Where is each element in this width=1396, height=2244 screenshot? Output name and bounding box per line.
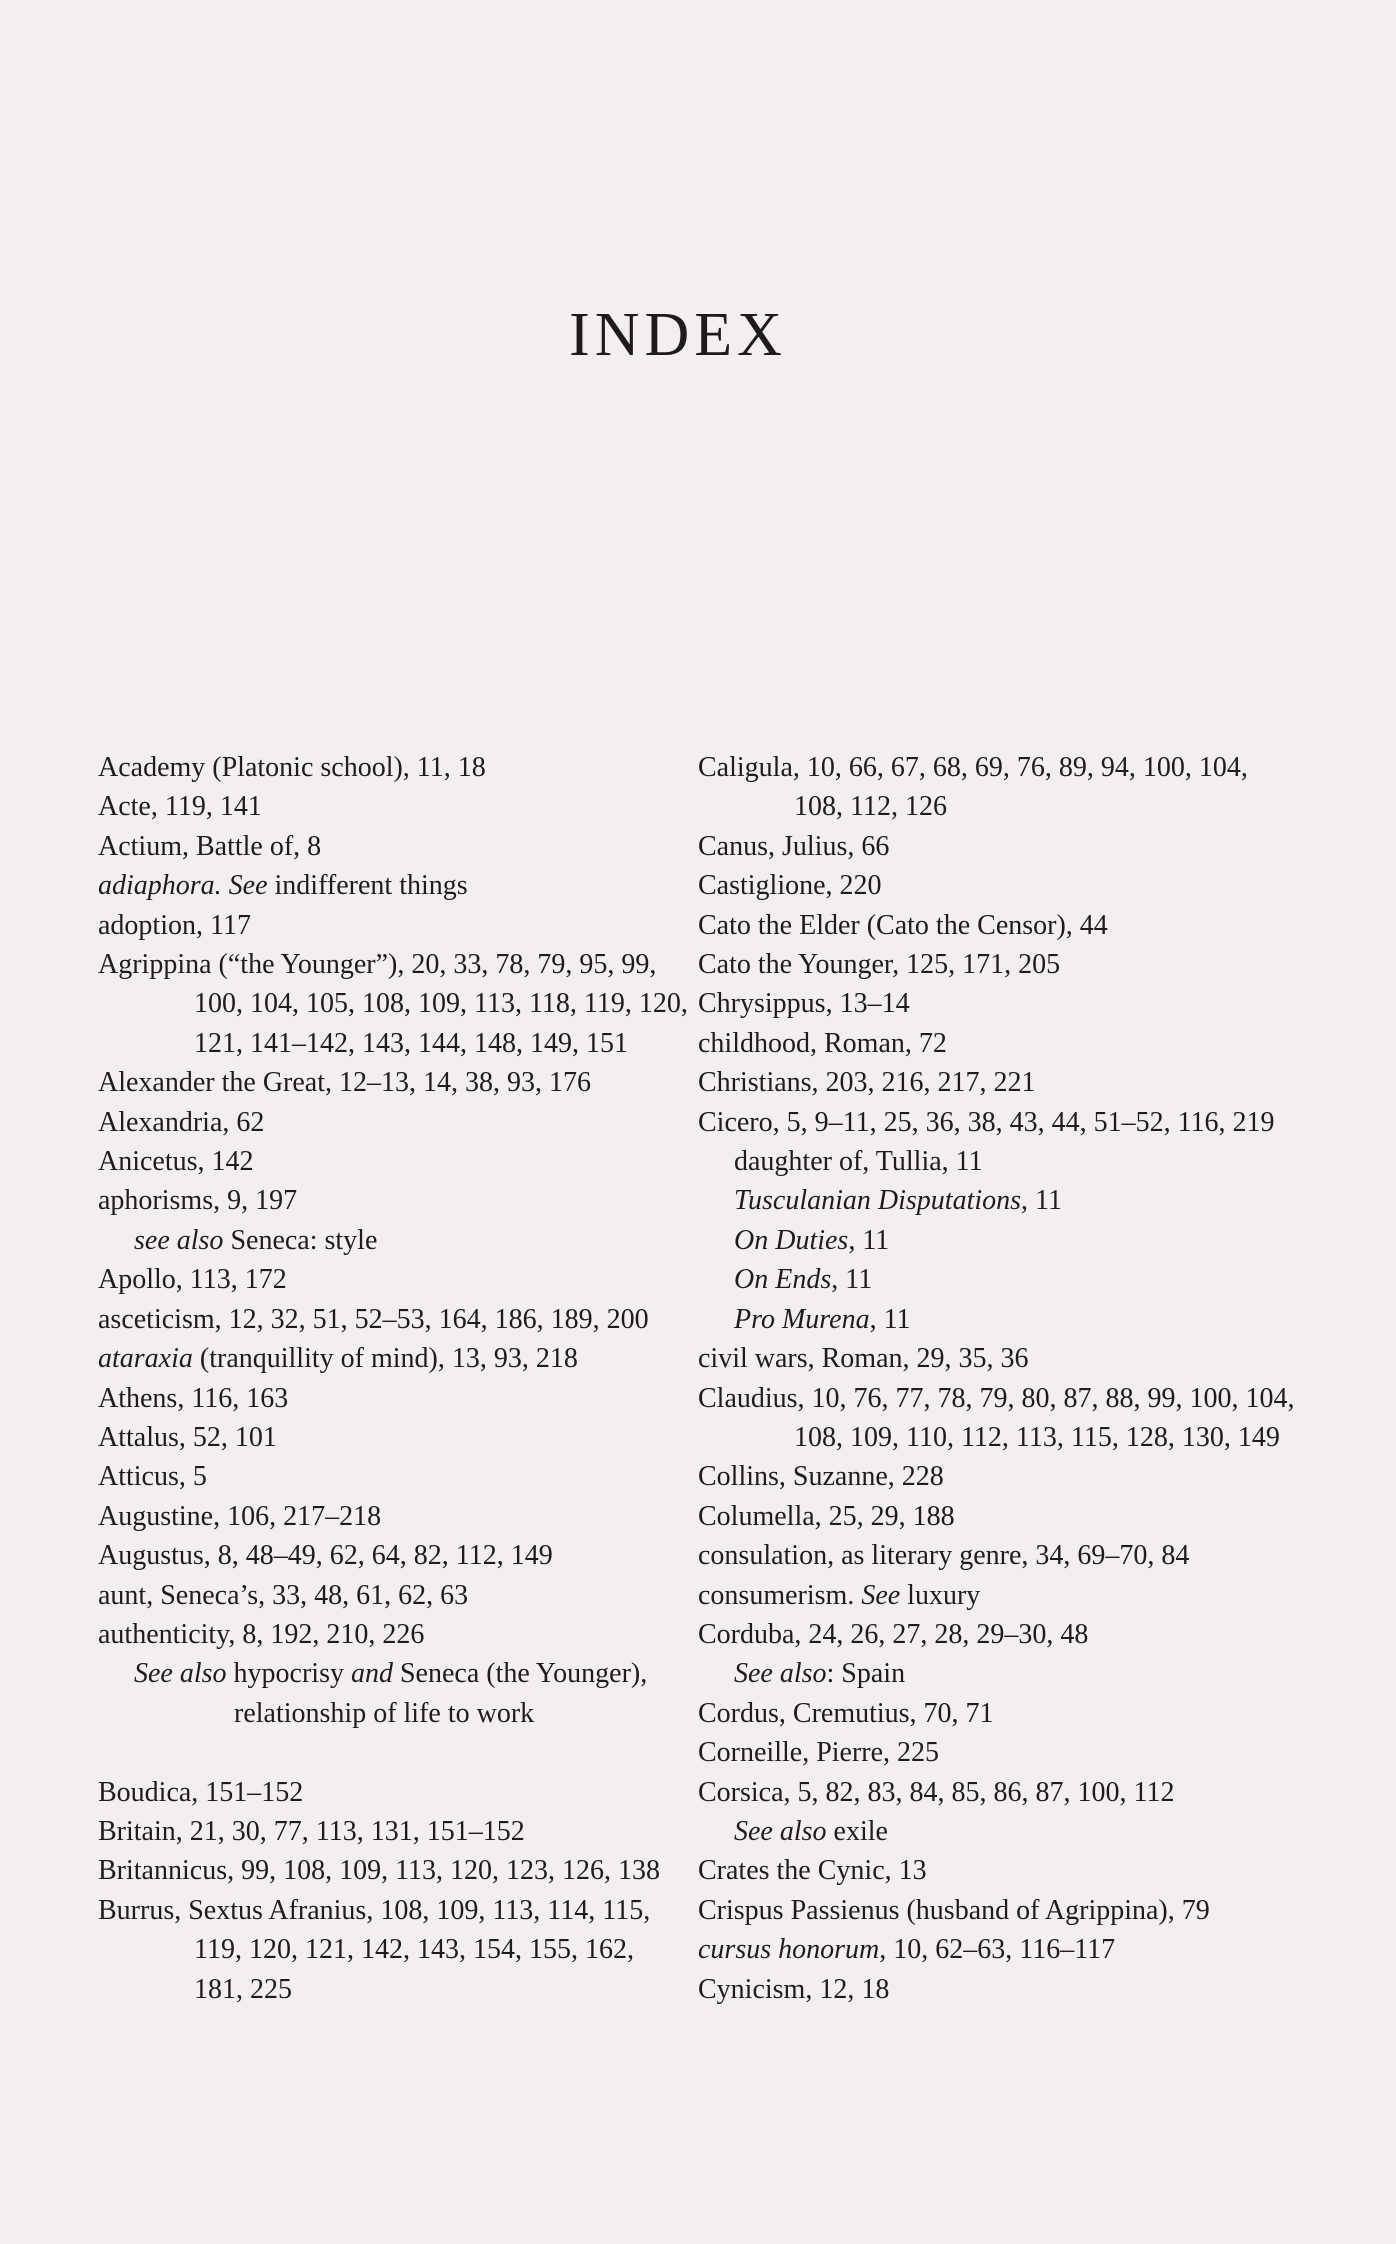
index-entry bbox=[98, 748, 688, 787]
entry-text: Alexander the Great, 12–13, 14, 38, 93, 176 bbox=[98, 1067, 591, 1099]
index-entry bbox=[698, 1694, 1298, 1733]
entry-text: Chrysippus, 13–14 bbox=[698, 988, 910, 1020]
entry-italic-text: and bbox=[350, 1658, 393, 1690]
entry-text: Apollo, 113, 172 bbox=[98, 1264, 287, 1296]
entry-text: Actium, Battle of, 8 bbox=[98, 830, 322, 862]
entry-text: Cordus, Cremutius, 70, 71 bbox=[698, 1697, 994, 1729]
entry-text: asceticism, 12, 32, 51, 52–53, 164, 186, 189, 200 bbox=[98, 1303, 649, 1335]
entry-text: Britannicus, 99, 108, 109, 113, 120, 123, 126, 138 bbox=[98, 1855, 661, 1887]
entry-italic-text: adiaphora. See bbox=[98, 870, 268, 902]
entry-italic-text: See bbox=[861, 1579, 901, 1611]
index-entry bbox=[698, 1891, 1298, 1930]
index-entry bbox=[698, 748, 1298, 827]
index-entry bbox=[98, 1536, 688, 1575]
entry-italic-text: On Ends bbox=[734, 1264, 832, 1296]
index-entry bbox=[98, 1339, 688, 1378]
index-entry bbox=[698, 984, 1298, 1023]
index-column-left bbox=[98, 748, 688, 2009]
entry-text: aunt, Seneca’s, 33, 48, 61, 62, 63 bbox=[98, 1579, 469, 1611]
entry-text: Castiglione, 220 bbox=[698, 870, 882, 902]
index-entry bbox=[98, 1615, 688, 1654]
entry-text: consumerism. bbox=[698, 1579, 862, 1611]
entry-text: Acte, 119, 141 bbox=[98, 791, 262, 823]
index-entry bbox=[698, 1733, 1298, 1772]
entry-text: Caligula, 10, 66, 67, 68, 69, 76, 89, 94, 100, 104, 108, 112, 126 bbox=[698, 752, 1248, 823]
entry-text: Seneca: style bbox=[223, 1224, 378, 1256]
entry-text: , 11 bbox=[1021, 1185, 1063, 1217]
index-entry bbox=[698, 1379, 1298, 1458]
index-entry bbox=[98, 1142, 688, 1181]
index-entry bbox=[698, 827, 1298, 866]
entry-text: civil wars, Roman, 29, 35, 36 bbox=[698, 1343, 1029, 1375]
entry-text: , 11 bbox=[831, 1264, 873, 1296]
entry-text: Cicero, 5, 9–11, 25, 36, 38, 43, 44, 51–52, 116, 219 bbox=[698, 1106, 1275, 1138]
entry-text: , 10, 62–63, 116–117 bbox=[879, 1934, 1116, 1966]
index-column-right bbox=[698, 748, 1298, 2009]
entry-italic-text: See also bbox=[734, 1658, 827, 1690]
index-entry bbox=[698, 1457, 1298, 1496]
entry-text: : Spain bbox=[826, 1658, 906, 1690]
index-entry bbox=[698, 1615, 1298, 1654]
entry-text: Crates the Cynic, 13 bbox=[698, 1855, 927, 1887]
entry-italic-text: On Duties bbox=[734, 1224, 849, 1256]
index-entry bbox=[98, 1103, 688, 1142]
index-entry bbox=[698, 945, 1298, 984]
entry-text: aphorisms, 9, 197 bbox=[98, 1185, 298, 1217]
index-subentry bbox=[98, 1221, 688, 1260]
index-entry bbox=[98, 827, 688, 866]
entry-italic-text: See also bbox=[134, 1658, 227, 1690]
entry-text: Cynicism, 12, 18 bbox=[698, 1973, 890, 2005]
index-entry bbox=[698, 1339, 1298, 1378]
index-subentry bbox=[98, 1654, 688, 1733]
entry-gap bbox=[98, 1733, 688, 1772]
entry-text: Crispus Passienus (husband of Agrippina), 79 bbox=[698, 1894, 1210, 1926]
entry-text: Seneca (the Younger), relationship of life to work bbox=[234, 1658, 648, 1729]
entry-text: authenticity, 8, 192, 210, 226 bbox=[98, 1618, 425, 1650]
index-subentry bbox=[698, 1812, 1298, 1851]
index-entry bbox=[98, 1497, 688, 1536]
entry-text: (tranquillity of mind), 13, 93, 218 bbox=[192, 1343, 578, 1375]
entry-text: Augustine, 106, 217–218 bbox=[98, 1500, 382, 1532]
entry-text: luxury bbox=[900, 1579, 981, 1611]
index-subentry bbox=[698, 1221, 1298, 1260]
index-entry bbox=[698, 906, 1298, 945]
index-entry bbox=[698, 1103, 1298, 1142]
entry-text: Corneille, Pierre, 225 bbox=[698, 1737, 940, 1769]
index-entry bbox=[98, 1379, 688, 1418]
index-subentry bbox=[698, 1260, 1298, 1299]
index-entry bbox=[98, 1576, 688, 1615]
index-entry bbox=[698, 1970, 1298, 2009]
index-entry bbox=[698, 1024, 1298, 1063]
index-entry bbox=[98, 1851, 688, 1890]
index-entry bbox=[98, 1812, 688, 1851]
index-entry bbox=[98, 1773, 688, 1812]
index-entry bbox=[98, 1260, 688, 1299]
index-entry bbox=[98, 1300, 688, 1339]
entry-text: Academy (Platonic school), 11, 18 bbox=[98, 752, 486, 783]
entry-text: daughter of, Tullia, 11 bbox=[734, 1146, 983, 1178]
entry-text: Burrus, Sextus Afranius, 108, 109, 113, 114, 115, 119, 120, 121, 142, 143, 154, 155, 162, 181, 225 bbox=[98, 1894, 651, 2005]
entry-italic-text: ataraxia bbox=[98, 1343, 193, 1375]
index-subentry bbox=[698, 1654, 1298, 1693]
index-entry bbox=[98, 945, 688, 1063]
entry-text: Alexandria, 62 bbox=[98, 1106, 265, 1138]
index-entry bbox=[698, 1063, 1298, 1102]
entry-italic-text: cursus honorum bbox=[698, 1934, 880, 1966]
index-entry bbox=[98, 1891, 688, 2009]
entry-text: , 11 bbox=[869, 1303, 911, 1335]
index-entry bbox=[698, 1773, 1298, 1812]
entry-text: adoption, 117 bbox=[98, 909, 251, 941]
index-entry bbox=[98, 906, 688, 945]
entry-text: Augustus, 8, 48–49, 62, 64, 82, 112, 149 bbox=[98, 1540, 553, 1572]
index-entry bbox=[698, 1576, 1298, 1615]
entry-text: Cato the Younger, 125, 171, 205 bbox=[698, 949, 1061, 981]
entry-text: Corsica, 5, 82, 83, 84, 85, 86, 87, 100, 112 bbox=[698, 1776, 1175, 1808]
entry-italic-text: Pro Murena bbox=[734, 1303, 870, 1335]
index-entry bbox=[698, 866, 1298, 905]
entry-text: Boudica, 151–152 bbox=[98, 1776, 304, 1808]
entry-text: Christians, 203, 216, 217, 221 bbox=[698, 1067, 1036, 1099]
entry-text: Atticus, 5 bbox=[98, 1461, 207, 1493]
index-entry bbox=[698, 1536, 1298, 1575]
entry-text: Athens, 116, 163 bbox=[98, 1382, 289, 1414]
entry-text: Britain, 21, 30, 77, 113, 131, 151–152 bbox=[98, 1815, 525, 1847]
entry-text: Anicetus, 142 bbox=[98, 1146, 254, 1178]
index-entry bbox=[98, 1063, 688, 1102]
entry-text: Cato the Elder (Cato the Censor), 44 bbox=[698, 909, 1108, 941]
index-entry bbox=[698, 1497, 1298, 1536]
entry-text: hypocrisy bbox=[226, 1658, 351, 1690]
index-entry bbox=[98, 1181, 688, 1220]
entry-italic-text: Tusculanian Disputations bbox=[734, 1185, 1022, 1217]
index-entry bbox=[698, 1930, 1298, 1969]
index-subentry bbox=[698, 1300, 1298, 1339]
entry-text: , 11 bbox=[848, 1224, 890, 1256]
entry-text: indifferent things bbox=[267, 870, 468, 902]
index-entry bbox=[698, 1851, 1298, 1890]
index-subentry bbox=[698, 1181, 1298, 1220]
entry-text: exile bbox=[826, 1815, 888, 1847]
entry-text: childhood, Roman, 72 bbox=[698, 1027, 947, 1059]
entry-italic-text: see also bbox=[134, 1224, 224, 1256]
index-entry bbox=[98, 1457, 688, 1496]
index-entry bbox=[98, 866, 688, 905]
entry-text: consulation, as literary genre, 34, 69–70, 84 bbox=[698, 1540, 1190, 1572]
entry-text: Collins, Suzanne, 228 bbox=[698, 1461, 944, 1493]
entry-text: Claudius, 10, 76, 77, 78, 79, 80, 87, 88, 99, 100, 104, 108, 109, 110, 112, 113, 115, 128, 130, 149 bbox=[698, 1382, 1295, 1453]
page-title: INDEX bbox=[569, 301, 787, 369]
index-subentry bbox=[698, 1142, 1298, 1181]
entry-italic-text: See also bbox=[734, 1815, 827, 1847]
entry-text: Agrippina (“the Younger”), 20, 33, 78, 79, 95, 99, 100, 104, 105, 108, 109, 113, 118, 119, 120, 121, 141–142, 143, 144, 148, 149, 151 bbox=[98, 949, 688, 1059]
index-entry bbox=[98, 1418, 688, 1457]
entry-text: Canus, Julius, 66 bbox=[698, 830, 890, 862]
entry-text: Attalus, 52, 101 bbox=[98, 1421, 277, 1453]
entry-text: Corduba, 24, 26, 27, 28, 29–30, 48 bbox=[698, 1618, 1089, 1650]
index-entry bbox=[98, 787, 688, 826]
entry-text: Columella, 25, 29, 188 bbox=[698, 1500, 955, 1532]
